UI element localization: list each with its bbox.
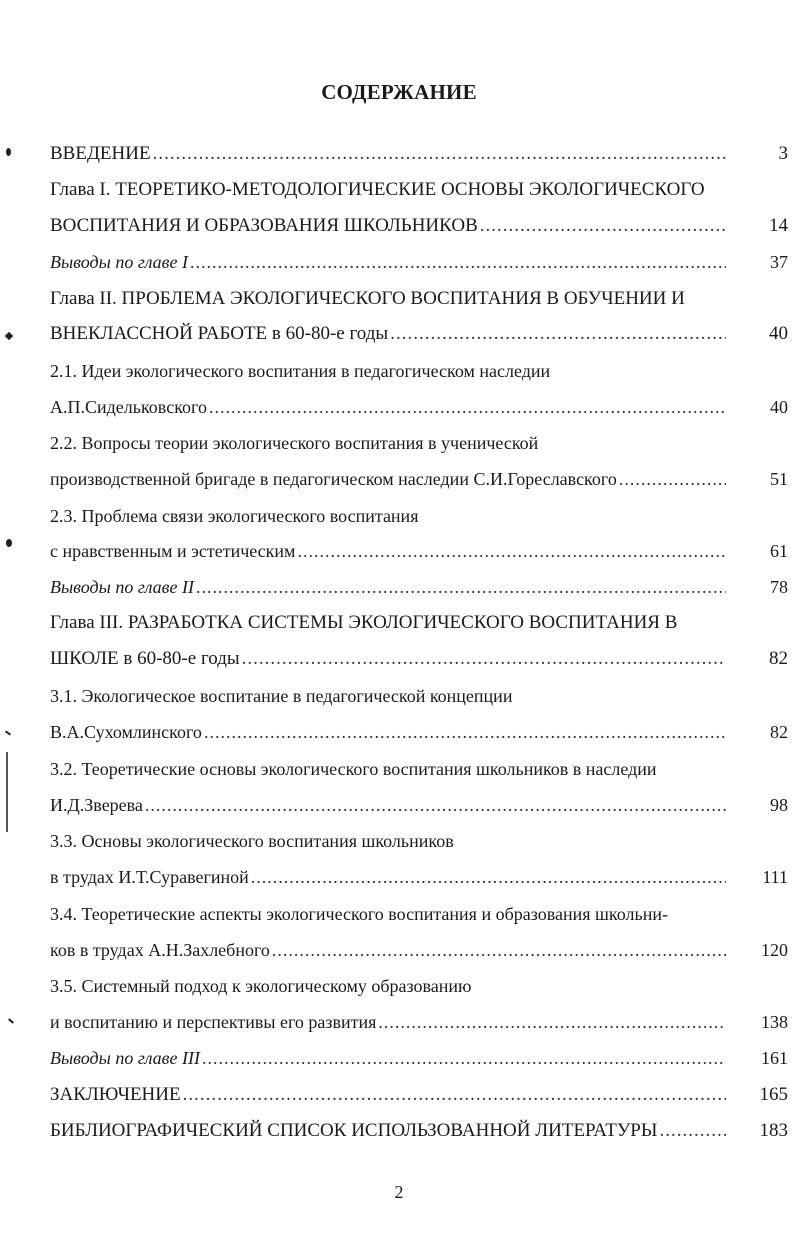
toc-entry-title: БИБЛИОГРАФИЧЕСКИЙ СПИСОК ИСПОЛЬЗОВАННОЙ ЛИТЕРАТУРЫ: [50, 1120, 658, 1141]
toc-entry-page: 40: [769, 323, 788, 344]
leader-dots: [204, 722, 726, 743]
leader-dots: [251, 867, 726, 888]
toc-entry[interactable]: [50, 252, 788, 280]
toc-entry[interactable]: [50, 648, 788, 676]
toc-entry[interactable]: [50, 940, 788, 968]
toc-entry[interactable]: [50, 215, 788, 243]
toc-entry-title: Выводы по главе III: [50, 1048, 200, 1068]
toc-entry[interactable]: [50, 323, 788, 351]
toc-entry-title: И.Д.Зверева: [50, 795, 143, 815]
toc-entry[interactable]: [50, 1012, 788, 1040]
toc-entry-page: 40: [770, 397, 788, 417]
leader-dots: [242, 648, 726, 670]
toc-entry-title: 3.3. Основы экологического воспитания школьников: [50, 831, 454, 851]
toc-entry-title: в трудах И.Т.Суравегиной: [50, 867, 249, 887]
toc-entry-title: 3.2. Теоретические основы экологического воспитания школьников в наследии: [50, 759, 657, 779]
toc-entry-title: 2.2. Вопросы теории экологического воспитания в ученической: [50, 433, 539, 453]
toc-entry-title: с нравственным и эстетическим: [50, 541, 296, 561]
toc-entry-page: 82: [769, 648, 788, 669]
leader-dots: [209, 397, 726, 418]
toc-entry[interactable]: [50, 686, 750, 714]
toc-entry-title: Выводы по главе I: [50, 252, 188, 272]
toc-entry-title: ВОСПИТАНИЯ И ОБРАЗОВАНИЯ ШКОЛЬНИКОВ: [50, 215, 478, 236]
toc-entry-page: 14: [769, 215, 788, 236]
leader-dots: [297, 541, 726, 562]
leader-dots: [153, 143, 726, 165]
toc-entry-page: 51: [770, 469, 788, 489]
leader-dots: [145, 795, 726, 816]
toc-entry[interactable]: [50, 976, 750, 1004]
toc-entry-page: 138: [761, 1012, 788, 1032]
leader-dots: [272, 940, 726, 961]
toc-entry[interactable]: [50, 759, 750, 787]
toc-entry-title: 2.1. Идеи экологического воспитания в педагогическом наследии: [50, 361, 551, 381]
leader-dots: [190, 252, 726, 273]
scan-line: [6, 752, 8, 832]
toc-entry[interactable]: [50, 831, 750, 859]
toc-entry[interactable]: [50, 143, 788, 171]
toc-entry[interactable]: [50, 469, 788, 497]
toc-entry[interactable]: [50, 179, 750, 207]
leader-dots: [183, 1084, 726, 1106]
toc-entry-title: Выводы по главе II: [50, 577, 194, 597]
toc-entry[interactable]: [50, 1048, 788, 1076]
toc-entry-page: 165: [759, 1084, 788, 1105]
toc-entry[interactable]: [50, 722, 788, 750]
toc-entry-title: А.П.Сидельковского: [50, 397, 207, 417]
scan-speck: [6, 539, 12, 547]
toc-entry-page: 111: [762, 867, 788, 887]
page-title: СОДЕРЖАНИЕ: [321, 80, 477, 104]
toc-entry-title: ВНЕКЛАССНОЙ РАБОТЕ в 60-80-е годы: [50, 323, 389, 344]
toc-entry-page: 120: [761, 940, 788, 960]
toc-entry-title: 3.4. Теоретические аспекты экологического воспитания и образования школьни-: [50, 904, 668, 924]
toc-entry-page: 78: [770, 577, 788, 597]
toc-entry-page: 98: [770, 795, 788, 815]
scan-speck: [6, 148, 11, 156]
toc-entry[interactable]: [50, 288, 750, 316]
page-number: 2: [394, 1182, 404, 1202]
toc-entry-title: Глава II. ПРОБЛЕМА ЭКОЛОГИЧЕСКОГО ВОСПИТАНИЯ В ОБУЧЕНИИ И: [50, 288, 685, 309]
toc-entry[interactable]: [50, 1084, 788, 1112]
toc-entry-title: ВВЕДЕНИЕ: [50, 143, 151, 164]
leader-dots: [196, 577, 726, 598]
toc-entry-title: Глава I. ТЕОРЕТИКО-МЕТОДОЛОГИЧЕСКИЕ ОСНОВЫ ЭКОЛОГИЧЕСКОГО: [50, 179, 705, 200]
toc-entry-page: 37: [770, 252, 788, 272]
toc-entry[interactable]: [50, 397, 788, 425]
leader-dots: [480, 215, 726, 237]
toc-entry[interactable]: [50, 795, 788, 823]
toc-entry-title: ков в трудах А.Н.Захлебного: [50, 940, 270, 960]
toc-entry[interactable]: [50, 433, 750, 461]
toc-entry-page: 183: [759, 1120, 788, 1141]
toc-entry-page: 161: [761, 1048, 788, 1068]
leader-dots: [390, 323, 726, 345]
leader-dots: [202, 1048, 726, 1069]
toc-entry-page: 3: [778, 143, 788, 164]
leader-dots: [659, 1120, 726, 1142]
toc-entry-title: Глава III. РАЗРАБОТКА СИСТЕМЫ ЭКОЛОГИЧЕСКОГО ВОСПИТАНИЯ В: [50, 612, 678, 633]
toc-entry[interactable]: [50, 867, 788, 895]
toc-entry-title: и воспитанию и перспективы его развития: [50, 1012, 377, 1032]
toc-entry[interactable]: [50, 506, 750, 534]
toc-entry-title: 3.5. Системный подход к экологическому образованию: [50, 976, 472, 996]
toc-entry-title: В.А.Сухомлинского: [50, 722, 202, 742]
toc-entry[interactable]: [50, 1120, 788, 1148]
toc-entry[interactable]: [50, 577, 788, 605]
toc-entry[interactable]: [50, 612, 750, 640]
toc-entry-title: 3.1. Экологическое воспитание в педагогической концепции: [50, 686, 513, 706]
toc-entry-title: ЗАКЛЮЧЕНИЕ: [50, 1084, 181, 1105]
toc-entry-title: производственной бригаде в педагогическом наследии С.И.Гореславского: [50, 469, 617, 489]
leader-dots: [619, 469, 726, 490]
toc-entry[interactable]: [50, 904, 750, 932]
toc-entry-title: ШКОЛЕ в 60-80-е годы: [50, 648, 240, 669]
leader-dots: [378, 1012, 726, 1033]
toc-entry-page: 82: [770, 722, 788, 742]
toc-entry[interactable]: [50, 361, 750, 389]
toc-entry-title: 2.3. Проблема связи экологического воспитания: [50, 506, 419, 526]
toc-entry-page: 61: [770, 541, 788, 561]
toc-entry[interactable]: [50, 541, 788, 569]
